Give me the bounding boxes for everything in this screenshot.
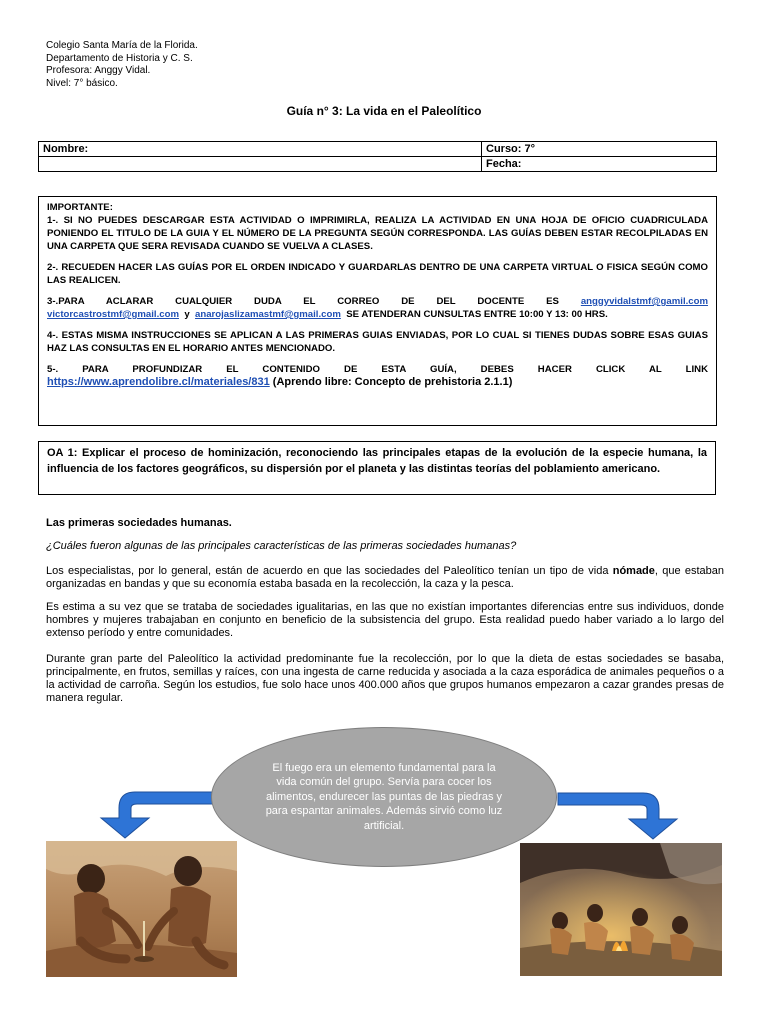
school-name: Colegio Santa María de la Florida. <box>46 40 198 51</box>
important-heading: IMPORTANTE: <box>47 202 113 213</box>
instruction-3-prefix: 3-.PARA ACLARAR CUALQUIER DUDA EL CORREO DE DEL DOCENTE ES <box>47 296 559 307</box>
email-link-anggy[interactable]: anggyvidalstmf@gamil.com <box>580 296 709 307</box>
important-instructions-box <box>38 196 717 426</box>
teacher-name: Profesora: Anggy Vidal. <box>46 65 151 76</box>
paragraph-3 <box>46 653 724 705</box>
guiding-question: ¿Cuáles fueron algunas de las principales características de las primeras sociedades humanas? <box>46 540 517 552</box>
fire-callout-ellipse <box>211 727 557 867</box>
paragraph-3-text: Durante gran parte del Paleolítico la actividad predominante fue la recolección, por lo que la dieta de estas sociedades se basaba, principalmente, en frutos, semillas y raíces, con una ingesta de carne reducida y asociada a la caza esporádica de animales pequeños o a la actividad de carroña. Según los estudios, fue solo hace unos 400.000 años que grupos humanos empezaron a cazar grandes presas de manera regular. <box>46 653 724 704</box>
link-note: (Aprendo libre: Concepto de prehistoria 2.1.1) <box>272 376 513 388</box>
instruction-5-line2 <box>47 376 708 389</box>
school-header <box>46 40 198 90</box>
name-field-blank[interactable] <box>39 157 482 172</box>
fire-callout-text: El fuego era un elemento fundamental para la vida común del grupo. Servía para cocer los alimentos, endurecer las puntas de las piedras y para espantar animales. Además sirvió como luz artificial. <box>265 761 503 832</box>
paragraph-2-text: Es estima a su vez que se trataba de sociedades igualitarias, en las que no existían importantes diferencias entre sus individuos, donde hombres y mujeres trabajaban en conjunto en beneficio de la subsistencia del grupo. Esta realidad puedo haber variado a lo largo del extenso período y entre comunidades. <box>46 601 724 639</box>
paragraph-1 <box>46 565 724 591</box>
student-info-table <box>38 141 717 172</box>
cavemen-making-fire-image <box>46 841 237 977</box>
aprendolibre-link[interactable]: https://www.aprendolibre.cl/materiales/831 <box>47 376 270 388</box>
right-curved-arrow-icon <box>553 785 683 841</box>
name-field[interactable]: Nombre: <box>39 142 482 157</box>
learning-objective-box: OA 1: Explicar el proceso de hominización, reconociendo las principales etapas de la evolución de la especie humana, la influencia de los factores geográficos, su dispersión por el planeta y las distintas teorías del poblamiento americano. <box>38 441 716 495</box>
instruction-2: 2-. RECUEDEN HACER LAS GUÍAS POR EL ORDEN INDICADO Y GUARDARLAS DENTRO DE UNA CARPETA VIRTUAL O FISICA SEGÚN COMO LAS REALICEN. <box>47 262 708 286</box>
instruction-3-line1 <box>47 295 708 308</box>
paragraph-2 <box>46 601 724 640</box>
instruction-3-suffix: SE ATENDERAN CUNSULTAS ENTRE 10:00 Y 13: 00 HRS. <box>346 309 608 320</box>
instruction-3-line2 <box>47 308 708 321</box>
paragraph-1-end: , que estaban organizadas en bandas y que su economía estaba basada en la recolección, la caza y la pesca. <box>46 565 725 590</box>
instruction-3-and: y <box>184 309 190 320</box>
cave-group-fire-image <box>520 843 722 976</box>
grade-level: Nivel: 7° básico. <box>46 77 118 89</box>
left-curved-arrow-icon <box>95 782 225 842</box>
email-link-victor[interactable]: victorcastrostmf@gmail.com <box>47 309 179 320</box>
instruction-1: 1-. SI NO PUEDES DESCARGAR ESTA ACTIVIDAD O IMPRIMIRLA, REALIZA LA ACTIVIDAD EN UNA HOJA DE OFICIO CUADRICULADA PONIENDO EL TITULO DE LA GUIA Y EL NÚMERO DE LA PREGUNTA SEGÚN CORRESPONDA. LAS GUÍAS DEBEN ESTAR RECOLPILADAS EN UNA CARPETA QUE SERA REVISADA CUANDO SE VUELVA A CLASES. <box>47 215 708 252</box>
department-name: Departamento de Historia y C. S. <box>46 52 193 64</box>
date-field[interactable]: Fecha: <box>482 157 717 172</box>
instruction-5-line1: 5-. PARA PROFUNDIZAR EL CONTENIDO DE ESTA GUÍA, DEBES HACER CLICK AL LINK <box>47 364 708 375</box>
document-title: Guía n° 3: La vida en el Paleolítico <box>286 104 482 118</box>
email-link-ana[interactable]: anarojaslizamastmf@gmail.com <box>195 309 341 320</box>
section-title: Las primeras sociedades humanas. <box>46 517 232 529</box>
paragraph-1-start: Los especialistas, por lo general, están de acuerdo en que las sociedades del Paleolítico tenían un tipo de vida <box>46 565 613 577</box>
instruction-4: 4-. ESTAS MISMA INSTRUCCIONES SE APLICAN A LAS PRIMERAS GUIAS ENVIADAS, POR LO CUAL SI TIENES DUDAS SOBRE ESAS GUIAS HAZ LAS CONSULTAS EN EL HORARIO ANTES MENCIONADO. <box>47 330 708 354</box>
course-field[interactable]: Curso: 7° <box>482 142 717 157</box>
nomade-term: nómade <box>612 565 655 577</box>
